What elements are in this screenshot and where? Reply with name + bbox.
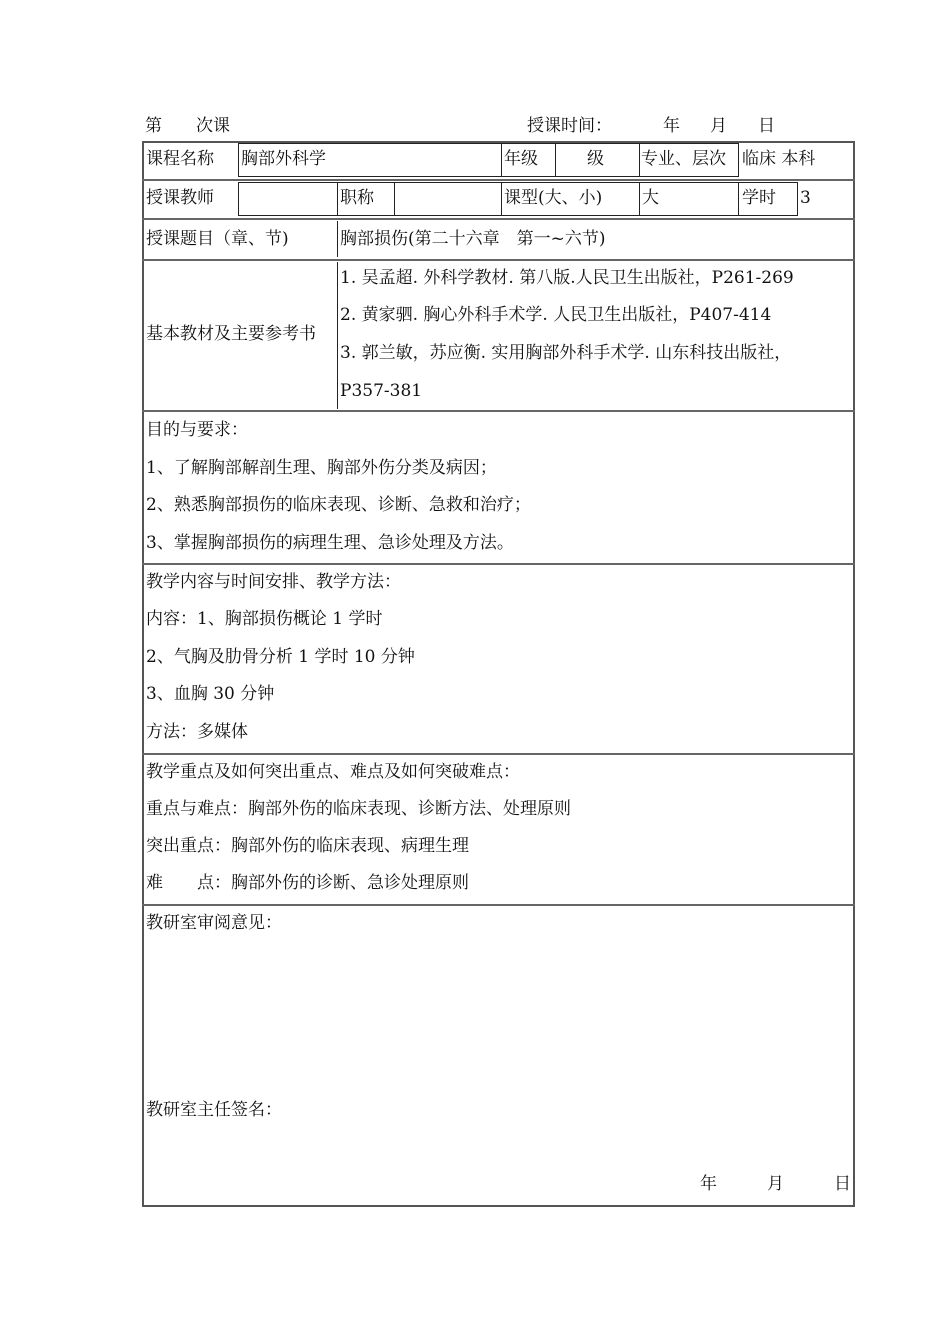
major-level-label: 专业、层次 (641, 149, 726, 169)
review-day-label: 日 (834, 1174, 851, 1194)
row-divider (142, 904, 855, 906)
lesson-number: 第 次课 (145, 116, 230, 136)
objective-item: 2、熟悉胸部损伤的临床表现、诊断、急救和治疗； (146, 495, 531, 515)
class-hours-label: 学时 (742, 188, 776, 208)
keypoint-item: 难 点：胸部外伤的诊断、急诊处理原则 (146, 873, 469, 893)
job-title-label: 职称 (340, 188, 374, 208)
reference-item: 2. 黄家驷. 胸心外科手术学. 人民卫生出版社，P407-414 (340, 305, 772, 325)
header-year-label: 年 (663, 116, 680, 136)
row-divider (142, 753, 855, 755)
teacher-label: 授课教师 (146, 188, 214, 208)
reference-item: 3. 郭兰敏，苏应衡. 实用胸部外科手术学. 山东科技出版社， (340, 343, 792, 363)
row-divider (142, 563, 855, 565)
keypoint-item: 重点与难点：胸部外伤的临床表现、诊断方法、处理原则 (146, 799, 571, 819)
topic-label: 授课题目（章、节) (146, 229, 289, 249)
cell (238, 182, 338, 216)
topic-value: 胸部损伤(第二十六章 第一~六节) (340, 229, 606, 249)
header-month-label: 月 (710, 116, 727, 136)
column-divider (337, 262, 338, 409)
class-type-label: 课型(大、小) (504, 188, 603, 208)
objective-item: 3、掌握胸部损伤的病理生理、急诊处理及方法。 (146, 533, 514, 553)
keypoints-title: 教学重点及如何突出重点、难点及如何突破难点： (146, 762, 520, 782)
cell (394, 182, 502, 216)
column-divider (337, 221, 338, 257)
review-title: 教研室审阅意见： (146, 913, 282, 933)
content-item: 方法：多媒体 (146, 722, 248, 742)
content-title: 教学内容与时间安排、教学方法： (146, 572, 401, 592)
major-level-value: 临床 本科 (742, 149, 816, 169)
references-label: 基本教材及主要参考书 (146, 324, 316, 344)
content-item: 内容：1、胸部损伤概论 1 学时 (146, 609, 383, 629)
grade-value: 级 (587, 149, 604, 169)
row-divider (142, 179, 855, 181)
class-hours-value: 3 (800, 188, 811, 208)
lesson-plan-table (142, 141, 855, 1207)
reference-item: P357-381 (340, 381, 423, 401)
review-year-label: 年 (700, 1174, 717, 1194)
row-divider (142, 259, 855, 261)
objective-item: 1、了解胸部解剖生理、胸部外伤分类及病因； (146, 458, 497, 478)
course-name-label: 课程名称 (146, 149, 214, 169)
course-name-value: 胸部外科学 (241, 149, 326, 169)
content-item: 3、血胸 30 分钟 (146, 684, 275, 704)
row-divider (142, 410, 855, 412)
grade-label: 年级 (504, 149, 538, 169)
keypoint-item: 突出重点：胸部外伤的临床表现、病理生理 (146, 836, 469, 856)
class-type-value: 大 (642, 188, 659, 208)
header-day-label: 日 (758, 116, 775, 136)
row-divider (142, 218, 855, 220)
director-signature-label: 教研室主任签名： (146, 1100, 282, 1120)
review-month-label: 月 (767, 1174, 784, 1194)
teaching-time-label: 授课时间： (527, 116, 612, 136)
content-item: 2、气胸及肋骨分析 1 学时 10 分钟 (146, 647, 415, 667)
objectives-title: 目的与要求： (146, 420, 248, 440)
reference-item: 1. 吴孟超. 外科学教材. 第八版.人民卫生出版社，P261-269 (340, 268, 794, 288)
